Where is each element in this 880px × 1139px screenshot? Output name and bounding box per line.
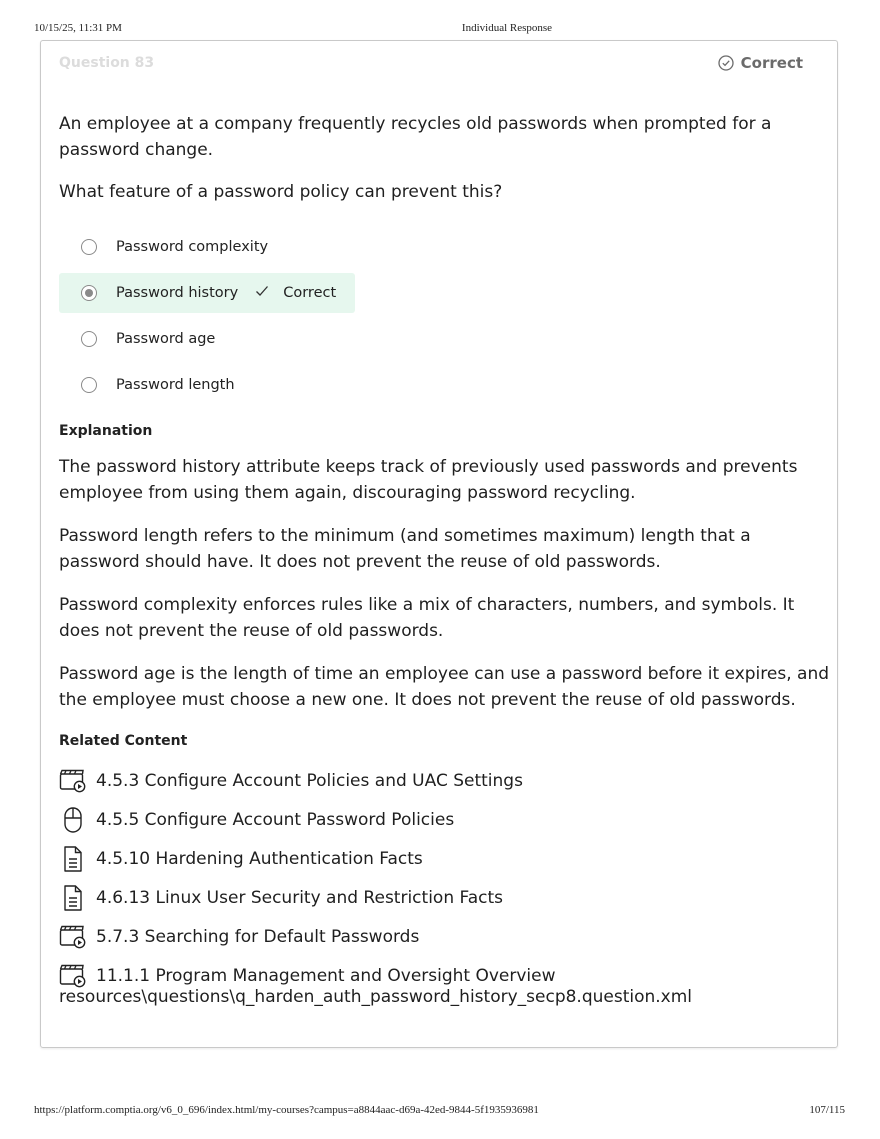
mouse-icon (59, 806, 87, 834)
document-icon (59, 884, 87, 912)
option-password-history[interactable] (59, 273, 355, 313)
source-path: resources\questions\q_harden_auth_password_history_secp8.question.xml (59, 987, 693, 1007)
related-content-heading: Related Content (59, 733, 188, 749)
print-title: Individual Response (461, 22, 553, 34)
option-label: Password history (116, 285, 239, 301)
answer-options (59, 227, 819, 411)
video-icon (59, 767, 87, 795)
explanation-heading: Explanation (59, 423, 153, 439)
correct-feedback (255, 284, 336, 302)
status-badge (718, 54, 803, 72)
option-label: Password age (116, 331, 216, 347)
radio-button-selected[interactable] (81, 285, 97, 301)
checkmark-icon (255, 284, 269, 302)
related-item[interactable] (59, 839, 829, 878)
option-label: Password length (116, 377, 235, 393)
related-item-label: 4.5.3 Configure Account Policies and UAC Settings (96, 770, 523, 791)
related-item-label: 5.7.3 Searching for Default Passwords (96, 926, 420, 947)
related-item-label: 4.5.5 Configure Account Password Policies (96, 809, 455, 830)
stem-question: What feature of a password policy can prevent this? (59, 182, 503, 202)
status-label: Correct (740, 54, 803, 72)
related-content-list (59, 761, 829, 995)
related-item-label: 4.5.10 Hardening Authentication Facts (96, 848, 423, 869)
video-icon (59, 962, 87, 990)
check-circle-icon (718, 55, 734, 71)
explanation-paragraph: Password length refers to the minimum (and sometimes maximum) length that a password should have. It does not prevent the reuse of old passwords. (59, 526, 751, 572)
radio-button[interactable] (81, 377, 97, 393)
question-number: Question 83 (59, 55, 155, 71)
question-stem (59, 111, 829, 221)
option-password-age[interactable] (59, 319, 355, 359)
video-icon (59, 923, 87, 951)
explanation-body (59, 454, 829, 730)
question-card (40, 40, 838, 1048)
explanation-paragraph: Password complexity enforces rules like a mix of characters, numbers, and symbols. It does not prevent the reuse of old passwords. (59, 595, 795, 641)
related-item[interactable] (59, 917, 829, 956)
related-item-label: 4.6.13 Linux User Security and Restriction Facts (96, 887, 503, 908)
print-page-number: 107/115 (809, 1104, 845, 1116)
option-password-length[interactable] (59, 365, 355, 405)
related-item[interactable] (59, 878, 829, 917)
option-label: Password complexity (116, 239, 269, 255)
print-datetime: 10/15/25, 11:31 PM (34, 22, 122, 34)
feedback-label: Correct (283, 285, 337, 301)
explanation-paragraph: Password age is the length of time an employee can use a password before it expires, and the employee must choose a new one. It does not prevent the reuse of old passwords. (59, 664, 830, 710)
print-url: https://platform.comptia.org/v6_0_696/index.html/my-courses?campus=a8844aac-d69a-42ed-9844-5f1935936981 (34, 1104, 539, 1116)
related-item[interactable] (59, 761, 829, 800)
related-item[interactable] (59, 800, 829, 839)
related-item-label: 11.1.1 Program Management and Oversight Overview (96, 965, 556, 986)
radio-button[interactable] (81, 239, 97, 255)
explanation-paragraph: The password history attribute keeps track of previously used passwords and prevents employee from using them again, discouraging password recycling. (59, 457, 798, 503)
option-password-complexity[interactable] (59, 227, 355, 267)
document-icon (59, 845, 87, 873)
radio-button[interactable] (81, 331, 97, 347)
stem-paragraph: An employee at a company frequently recycles old passwords when prompted for a password change. (59, 114, 772, 160)
